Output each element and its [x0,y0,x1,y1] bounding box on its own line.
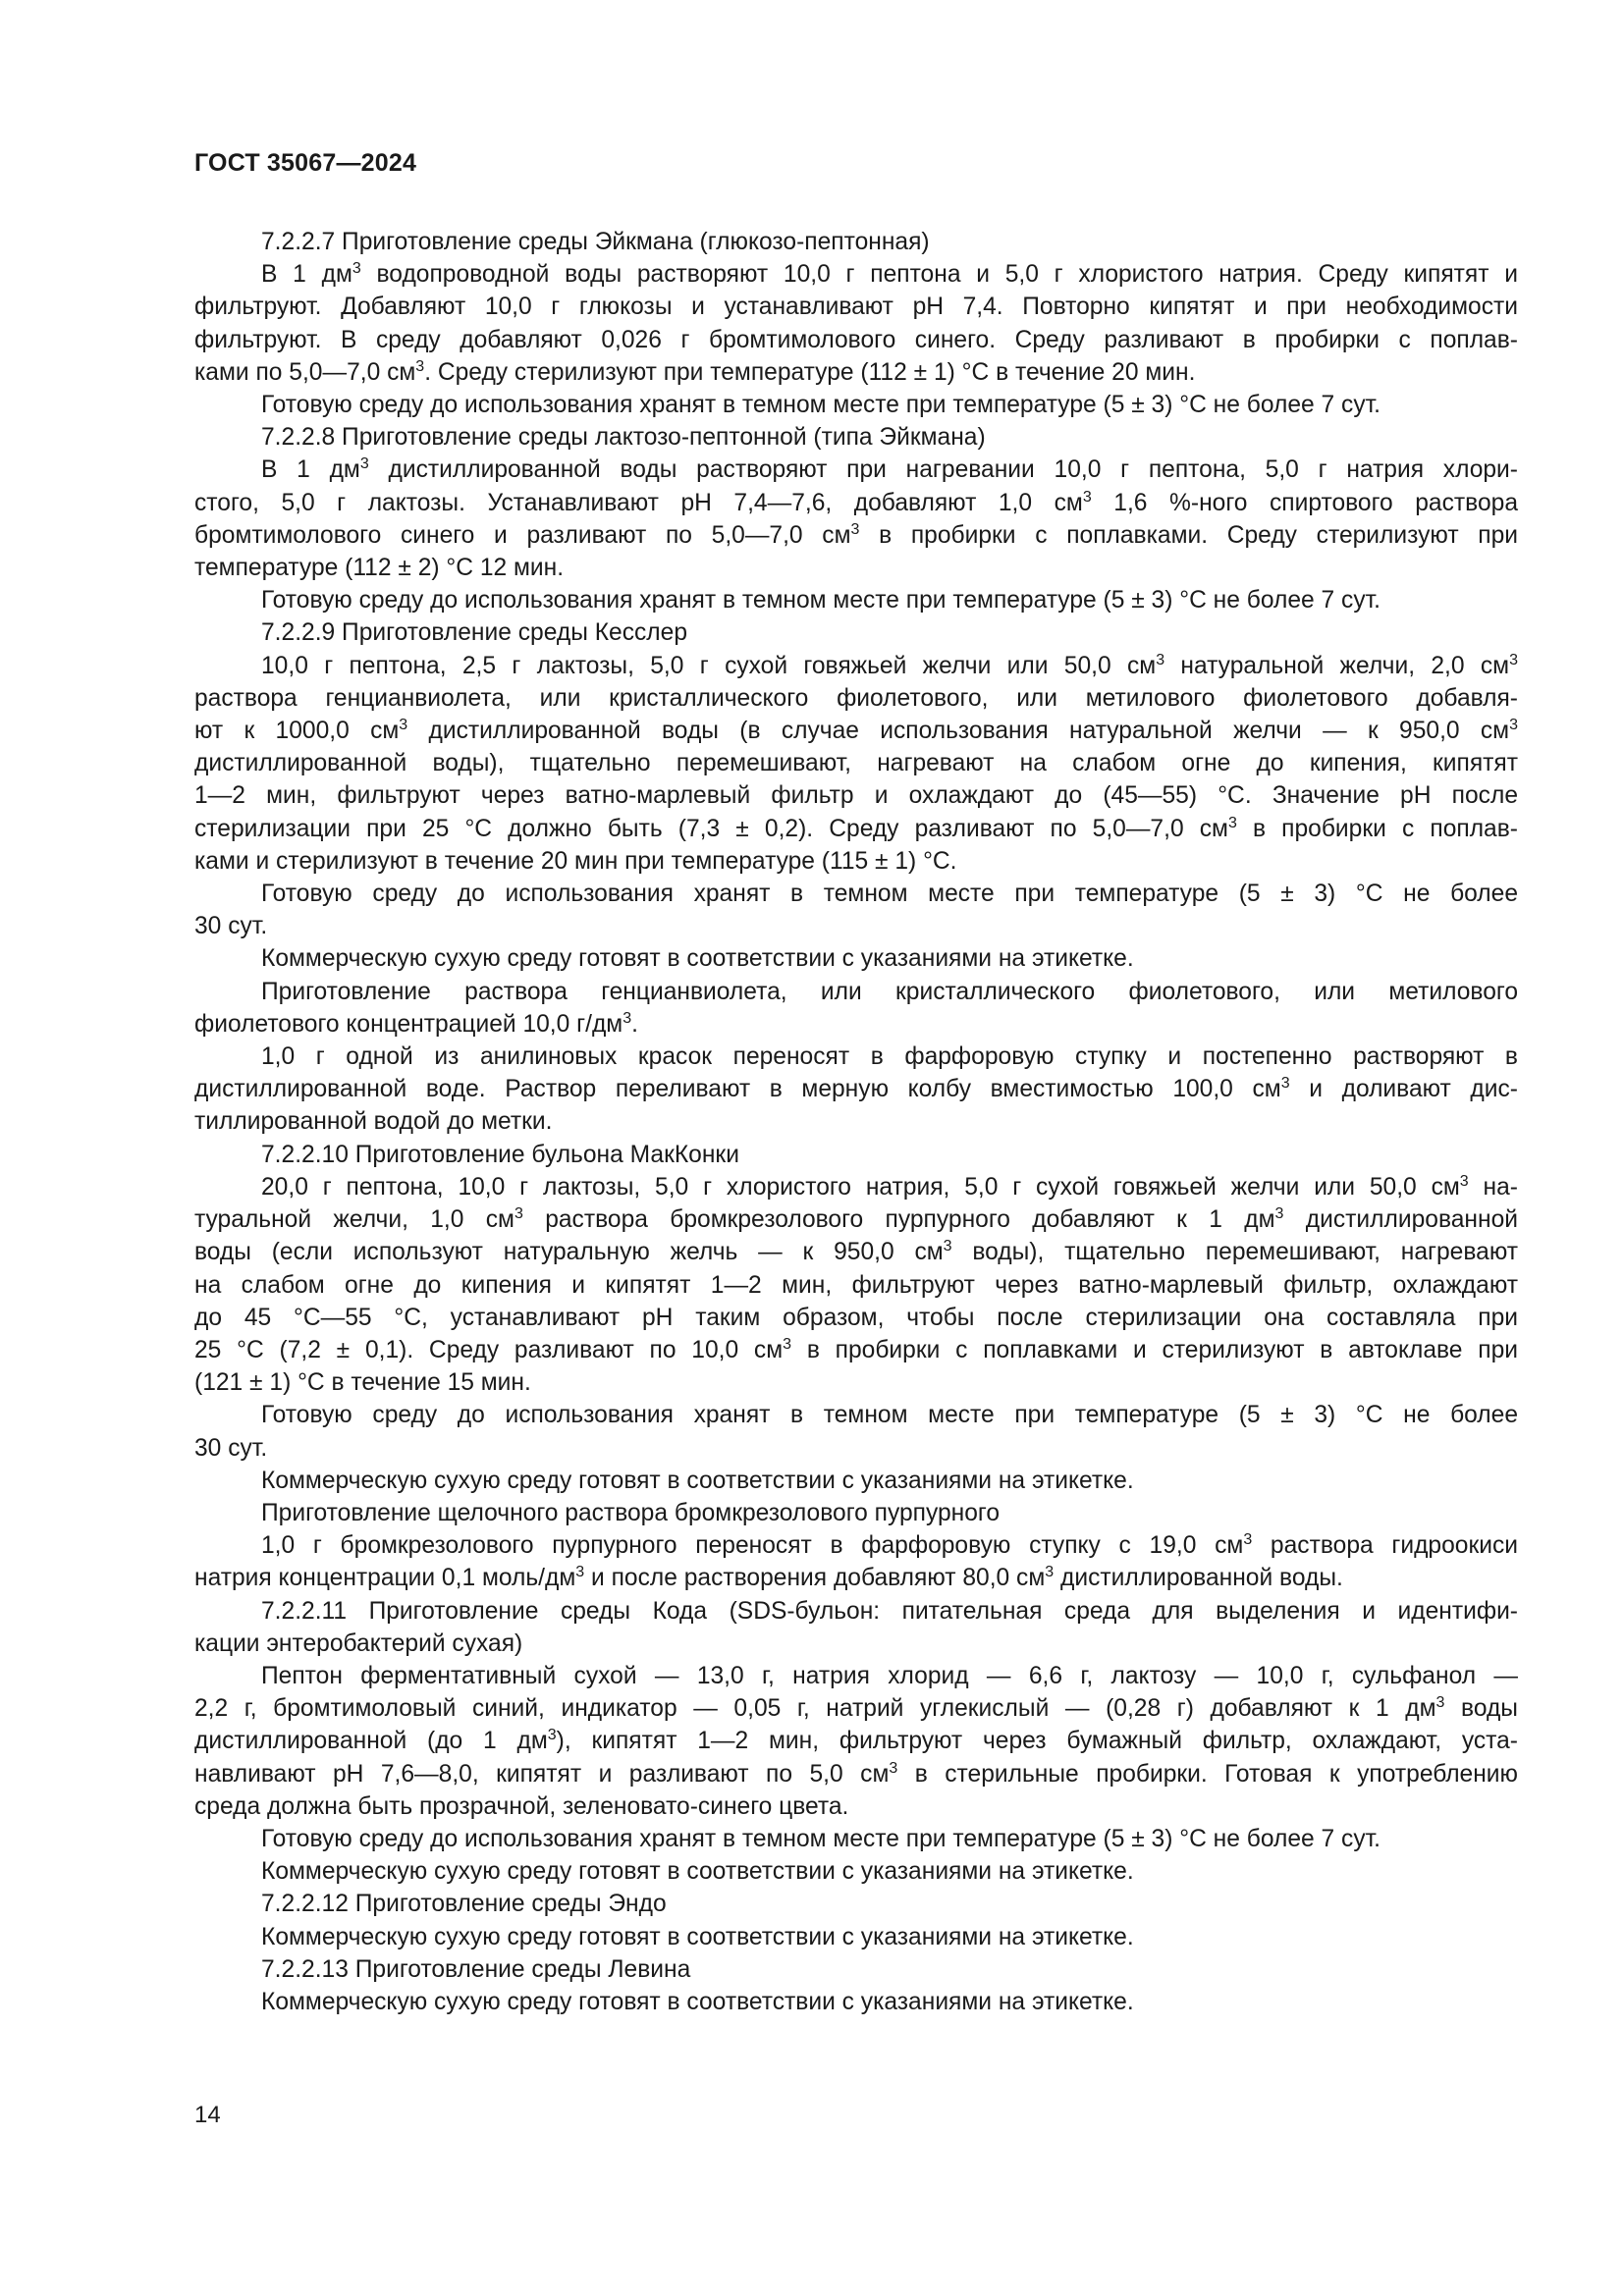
text-run: В 1 дм [261,261,352,289]
superscript: 3 [575,1564,585,1581]
text-line [194,779,1518,812]
text-run: и после растворения добавляют 80,0 см [584,1565,1046,1592]
superscript: 3 [1509,717,1518,734]
section-7-2-2-10 [194,1139,1518,1595]
superscript: 3 [1435,1694,1445,1712]
text-run: 1,0 г одной из анилиновых красок переносят в фарфоровую ступку и постепенно растворяют в [261,1043,1518,1071]
text-line [194,976,1518,1008]
text-line [194,1432,1518,1465]
superscript: 3 [783,1335,792,1353]
text-run: дистиллированной (до 1 дм [194,1728,548,1755]
superscript: 3 [359,455,369,473]
section-7-2-2-12 [194,1888,1518,1952]
text-line [194,813,1518,845]
text-run: в пробирки с поплав- [1236,815,1518,842]
text-run: среда должна быть прозрачной, зеленовато-синего цвета. [194,1792,849,1820]
text-run: дистиллированной воды), тщательно перемешивают, нагревают на слабом огне до кипения, кипятят [194,750,1518,777]
text-run: 2,2 г, бромтимоловый синий, индикатор — 0,05 г, натрий углекислый — (0,28 г) добавляют к 1 дм [194,1695,1436,1723]
superscript: 3 [352,260,361,278]
text-run: в пробирки с поплавками и стерилизуют в автоклаве при [791,1336,1518,1363]
section-7-2-2-11 [194,1595,1518,1889]
section-7-2-2-8 [194,421,1518,616]
text-run: дистиллированной воды растворяют при нагревании 10,0 г пептона, 5,0 г натрия хлори- [368,456,1518,484]
superscript: 3 [1274,1205,1284,1223]
text-line [194,910,1518,942]
superscript: 3 [889,1759,898,1777]
text-run: (121 ± 1) °С в течение 15 мин. [194,1369,531,1397]
text-run: водопроводной воды растворяют 10,0 г пептона и 5,0 г хлористого натрия. Среду кипятят и [360,261,1518,289]
text-line [194,1269,1518,1302]
superscript: 3 [943,1238,952,1255]
superscript: 3 [623,1009,632,1027]
text-run: раствора генцианвиолета, или кристаллического фиолетового, или метилового фиолетового добавля- [194,684,1518,712]
text-line [194,942,1518,975]
text-line [194,845,1518,878]
section-title: 7.2.2.8 Приготовление среды лактозо-пептонной (типа Эйкмана) [261,424,986,452]
text-line [194,1660,1518,1692]
section-title: 7.2.2.10 Приготовление бульона МакКонки [261,1141,739,1168]
text-run: тиллированной водой до метки. [194,1108,553,1136]
text-run: Пептон ферментативный сухой — 13,0 г, натрия хлорид — 6,6 г, лактозу — 10,0 г, сульфанол — [261,1662,1518,1689]
text-line [194,1529,1518,1562]
text-run: ками и стерилизуют в течение 20 мин при температуре (115 ± 1) °С. [194,847,957,875]
text-run: ют к 1000,0 см [194,718,400,745]
text-run: . [631,1010,638,1038]
section-title-line: кации энтеробактерий сухая) [194,1629,523,1657]
text-line [194,1921,1518,1953]
superscript: 3 [1459,1172,1469,1190]
text-run: фильтруют. В среду добавляют 0,026 г бромтимолового синего. Среду разливают в пробирки с поплав- [194,326,1518,353]
text-line [194,1236,1518,1268]
superscript: 3 [415,357,425,375]
text-line [194,487,1518,519]
text-run: ), кипятят 1—2 мин, фильтруют через бумажный фильтр, охлаждают, уста- [556,1728,1518,1755]
text-line [194,1073,1518,1105]
text-line [194,650,1518,682]
text-line [194,1171,1518,1203]
text-run: 1,0 г бромкрезолового пурпурного переносят в фарфоровую ступку с 19,0 см [261,1532,1244,1560]
text-run: Готовую среду до использования хранят в темном месте при температуре (5 ± 3) °С не более 7 сут. [261,587,1380,614]
page-number: 14 [194,2102,221,2128]
section-title: 7.2.2.9 Приготовление среды Кесслер [261,619,688,647]
text-line [194,454,1518,486]
superscript: 3 [1045,1564,1055,1581]
text-line [194,552,1518,584]
superscript: 3 [1156,651,1165,668]
text-line [194,1855,1518,1888]
text-run: 25 °С (7,2 ± 0,1). Среду разливают по 10,0 см [194,1336,784,1363]
text-run: раствора бромкрезолового пурпурного добавляют к 1 дм [522,1206,1275,1234]
text-run: на слабом огне до кипения и кипятят 1—2 мин, фильтруют через ватно-марлевый фильтр, охлаждают [194,1271,1518,1299]
text-line [194,1302,1518,1334]
text-run: навливают pH 7,6—8,0, кипятят и разливают по 5,0 см [194,1760,890,1788]
section-title: 7.2.2.12 Приготовление среды Эндо [261,1891,667,1918]
text-line [194,1823,1518,1855]
text-run: туральной желчи, 1,0 см [194,1206,514,1234]
section-title: 7.2.2.13 Приготовление среды Левина [261,1955,691,1983]
text-run: Готовую среду до использования хранят в темном месте при температуре (5 ± 3) °С не более [261,1402,1518,1429]
text-line [194,1008,1518,1041]
text-run: ками по 5,0—7,0 см [194,358,416,386]
text-run: . Среду стерилизуют при температуре (112 ± 1) °С в течение 20 мин. [424,358,1196,386]
text-run: стого, 5,0 г лактозы. Устанавливают pH 7,4—7,6, добавляют 1,0 см [194,489,1083,516]
superscript: 3 [1509,651,1518,668]
text-line [194,1203,1518,1236]
text-run: воды [1444,1695,1518,1723]
text-run: Готовую среду до использования хранят в темном месте при температуре (5 ± 3) °С не более [261,881,1518,908]
text-line [194,1725,1518,1757]
document-header: ГОСТ 35067—2024 [194,149,417,177]
text-line [194,324,1518,356]
text-run: 10,0 г пептона, 2,5 г лактозы, 5,0 г сухой говяжьей желчи или 50,0 см [261,652,1157,679]
text-line [194,1041,1518,1073]
text-run: раствора гидроокиси [1252,1532,1518,1560]
superscript: 3 [547,1727,557,1744]
text-run: воды (если используют натуральную желчь — к 950,0 см [194,1239,944,1266]
text-run: дистиллированной воде. Раствор переливают в мерную колбу вместимостью 100,0 см [194,1076,1281,1103]
text-line [194,1399,1518,1431]
text-run: Готовую среду до использования хранят в темном месте при температуре (5 ± 3) °С не более 7 сут. [261,1825,1380,1852]
text-line [194,1986,1518,2018]
text-run: дистиллированной [1283,1206,1518,1234]
text-run: дистиллированной воды. [1054,1565,1343,1592]
text-run: 30 сут. [194,1434,268,1462]
text-run: в стерильные пробирки. Готовая к употреблению [897,1760,1518,1788]
text-run: Коммерческую сухую среду готовят в соответствии с указаниями на этикетке. [261,945,1134,973]
text-line [194,1758,1518,1790]
text-run: и доливают дис- [1289,1076,1519,1103]
text-run: фиолетового концентрацией 10,0 г/дм [194,1010,623,1038]
text-line [194,356,1518,389]
text-run: на- [1468,1173,1518,1201]
section-7-2-2-9 [194,616,1518,1138]
text-line [194,715,1518,747]
text-line [194,1334,1518,1366]
text-run: Коммерческую сухую среду готовят в соответствии с указаниями на этикетке. [261,1988,1134,2015]
text-run: Приготовление щелочного раствора бромкрезолового пурпурного [261,1499,1001,1526]
text-line [194,747,1518,779]
superscript: 3 [1227,814,1237,831]
text-line [194,389,1518,421]
text-line [194,1465,1518,1497]
text-run: в пробирки с поплавками. Среду стерилизуют при [859,521,1519,549]
text-run: 1,6 %-ного спиртового раствора [1091,489,1518,516]
text-run: В 1 дм [261,456,360,484]
text-line [194,1105,1518,1138]
text-line [194,1790,1518,1823]
superscript: 3 [514,1205,523,1223]
section-title-line: 7.2.2.11 Приготовление среды Кода (SDS-бульон: питательная среда для выделения и идентифи- [261,1597,1518,1625]
document-body [194,226,1518,2018]
text-run: температуре (112 ± 2) °С 12 мин. [194,555,565,582]
text-run: Приготовление раствора генцианвиолета, или кристаллического фиолетового, или метилового [261,978,1518,1005]
text-run: 30 сут. [194,913,268,940]
text-run: Коммерческую сухую среду готовят в соответствии с указаниями на этикетке. [261,1467,1134,1494]
text-run: фильтруют. Добавляют 10,0 г глюкозы и устанавливают pH 7,4. Повторно кипятят и при необходимости [194,294,1518,321]
text-line [194,1497,1518,1529]
text-run: воды), тщательно перемешивают, нагревают [951,1239,1518,1266]
section-7-2-2-13 [194,1953,1518,2018]
text-line [194,682,1518,715]
text-run: Коммерческую сухую среду готовят в соответствии с указаниями на этикетке. [261,1923,1134,1950]
text-line [194,519,1518,552]
superscript: 3 [399,717,408,734]
text-line [194,1692,1518,1725]
superscript: 3 [1243,1531,1253,1549]
superscript: 3 [1082,488,1092,506]
text-run: стерилизации при 25 °С должно быть (7,3 ± 0,2). Среду разливают по 5,0—7,0 см [194,815,1228,842]
section-title: 7.2.2.7 Приготовление среды Эйкмана (глюкозо-пептонная) [261,229,930,255]
text-line [194,258,1518,291]
text-run: до 45 °С—55 °С, устанавливают pH таким образом, чтобы после стерилизации она составляла при [194,1304,1518,1331]
text-run: Коммерческую сухую среду готовят в соответствии с указаниями на этикетке. [261,1858,1134,1886]
text-line [194,1366,1518,1399]
text-line [194,291,1518,323]
text-run: дистиллированной воды (в случае использования натуральной желчи — к 950,0 см [407,718,1510,745]
text-run: Готовую среду до использования хранят в темном месте при температуре (5 ± 3) °С не более 7 сут. [261,392,1380,419]
text-line [194,1562,1518,1594]
section-7-2-2-7 [194,226,1518,421]
text-run: бромтимолового синего и разливают по 5,0—7,0 см [194,521,851,549]
superscript: 3 [1280,1075,1290,1093]
text-line [194,878,1518,910]
text-run: натрия концентрации 0,1 моль/дм [194,1565,576,1592]
text-run: 1—2 мин, фильтруют через ватно-марлевый фильтр и охлаждают до (45—55) °С. Значение pH после [194,782,1518,810]
text-run: 20,0 г пептона, 10,0 г лактозы, 5,0 г хлористого натрия, 5,0 г сухой говяжьей желчи или 50,0 см [261,1173,1460,1201]
text-run: натуральной желчи, 2,0 см [1164,652,1510,679]
text-line [194,584,1518,616]
superscript: 3 [850,520,860,538]
